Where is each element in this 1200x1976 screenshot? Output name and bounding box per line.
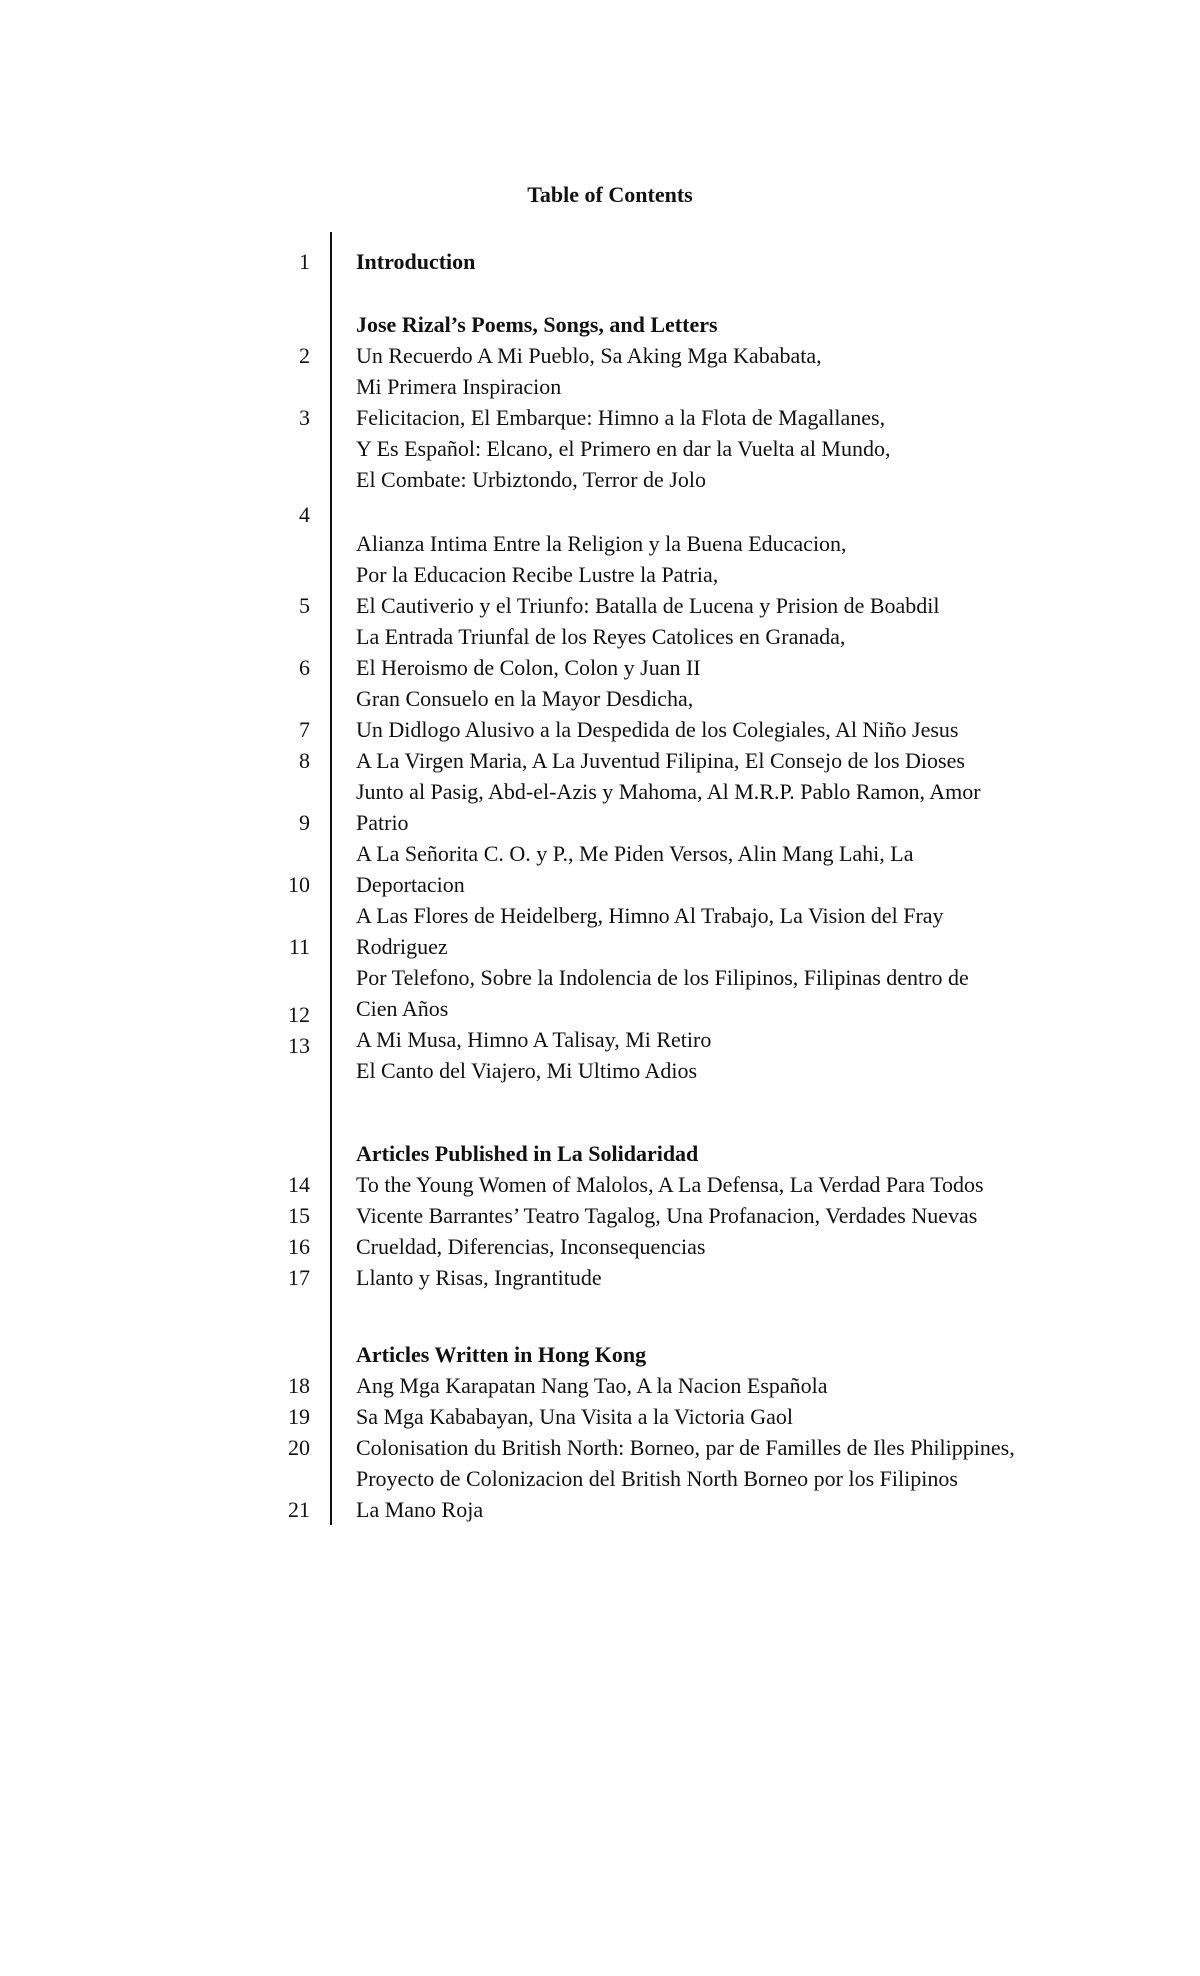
toc-entry: Felicitacion, El Embarque: Himno a la Flota de Magallanes, <box>356 405 886 430</box>
page-number: 2 <box>299 343 310 368</box>
toc-entry: A Mi Musa, Himno A Talisay, Mi Retiro <box>356 1027 712 1052</box>
section-heading: Articles Written in Hong Kong <box>356 1342 647 1367</box>
page-number: 20 <box>288 1435 310 1460</box>
page-number: 6 <box>299 655 310 680</box>
page-number: 17 <box>288 1265 310 1290</box>
page-number: 19 <box>288 1404 310 1429</box>
page-number: 18 <box>288 1373 310 1398</box>
section-heading: Introduction <box>356 249 476 274</box>
toc-entry: El Heroismo de Colon, Colon y Juan II <box>356 655 701 680</box>
page-number: 1 <box>299 249 310 274</box>
page-number: 10 <box>288 872 310 897</box>
page-number: 15 <box>288 1203 310 1228</box>
toc-entry: A La Señorita C. O. y P., Me Piden Versos, Alin Mang Lahi, La <box>356 841 914 866</box>
page-number: 16 <box>288 1234 310 1259</box>
page-number: 11 <box>288 934 310 959</box>
page-number: 9 <box>299 810 310 835</box>
toc-entry: Sa Mga Kababayan, Una Visita a la Victoria Gaol <box>356 1404 794 1429</box>
page-number: 13 <box>288 1033 310 1058</box>
section-heading: Jose Rizal’s Poems, Songs, and Letters <box>356 312 718 337</box>
toc-entry: Patrio <box>356 810 409 835</box>
toc-entry: Un Didlogo Alusivo a la Despedida de los Colegiales, Al Niño Jesus <box>356 717 959 742</box>
toc-entry: La Mano Roja <box>356 1497 484 1522</box>
toc-entry: El Combate: Urbiztondo, Terror de Jolo <box>356 467 706 492</box>
toc-entry: Vicente Barrantes’ Teatro Tagalog, Una Profanacion, Verdades Nuevas <box>356 1203 978 1228</box>
toc-entry: Colonisation du British North: Borneo, par de Familles de Iles Philippines, <box>356 1435 1015 1460</box>
toc-entry: El Canto del Viajero, Mi Ultimo Adios <box>356 1058 698 1083</box>
page-title: Table of Contents <box>527 182 693 207</box>
toc-entry: El Cautiverio y el Triunfo: Batalla de Lucena y Prision de Boabdil <box>356 593 940 618</box>
toc-entry: Cien Años <box>356 996 449 1021</box>
toc-entry: Proyecto de Colonizacion del British North Borneo por los Filipinos <box>356 1466 958 1491</box>
toc-entry: Un Recuerdo A Mi Pueblo, Sa Aking Mga Kababata, <box>356 343 822 368</box>
vertical-rule <box>330 232 332 1525</box>
page-number: 8 <box>299 748 310 773</box>
toc-entry: Rodriguez <box>356 934 448 959</box>
page-number: 7 <box>299 717 310 742</box>
page-number: 14 <box>288 1172 310 1197</box>
toc-entry: La Entrada Triunfal de los Reyes Catolices en Granada, <box>356 624 846 649</box>
toc-entry: Y Es Español: Elcano, el Primero en dar la Vuelta al Mundo, <box>356 436 891 461</box>
toc-entry: Deportacion <box>356 872 465 897</box>
toc-entry: Junto al Pasig, Abd-el-Azis y Mahoma, Al M.R.P. Pablo Ramon, Amor <box>356 779 981 804</box>
section-heading: Articles Published in La Solidaridad <box>356 1141 699 1166</box>
toc-entry: Crueldad, Diferencias, Inconsequencias <box>356 1234 706 1259</box>
page-number: 5 <box>299 593 310 618</box>
toc-entry: Por Telefono, Sobre la Indolencia de los Filipinos, Filipinas dentro de <box>356 965 969 990</box>
page-number: 4 <box>299 502 310 527</box>
page-number: 3 <box>299 405 310 430</box>
toc-entry: Gran Consuelo en la Mayor Desdicha, <box>356 686 694 711</box>
toc-entry: A Las Flores de Heidelberg, Himno Al Trabajo, La Vision del Fray <box>356 903 944 928</box>
toc-entry: A La Virgen Maria, A La Juventud Filipina, El Consejo de los Dioses <box>356 748 965 773</box>
toc-entry: Llanto y Risas, Ingrantitude <box>356 1265 602 1290</box>
toc-entry: Ang Mga Karapatan Nang Tao, A la Nacion Española <box>356 1373 828 1398</box>
toc-entry: Por la Educacion Recibe Lustre la Patria, <box>356 562 719 587</box>
page-number: 21 <box>288 1497 310 1522</box>
page-number: 12 <box>288 1002 310 1027</box>
toc-entry: To the Young Women of Malolos, A La Defensa, La Verdad Para Todos <box>356 1172 984 1197</box>
toc-entry: Alianza Intima Entre la Religion y la Buena Educacion, <box>356 531 847 556</box>
toc-entry: Mi Primera Inspiracion <box>356 374 562 399</box>
